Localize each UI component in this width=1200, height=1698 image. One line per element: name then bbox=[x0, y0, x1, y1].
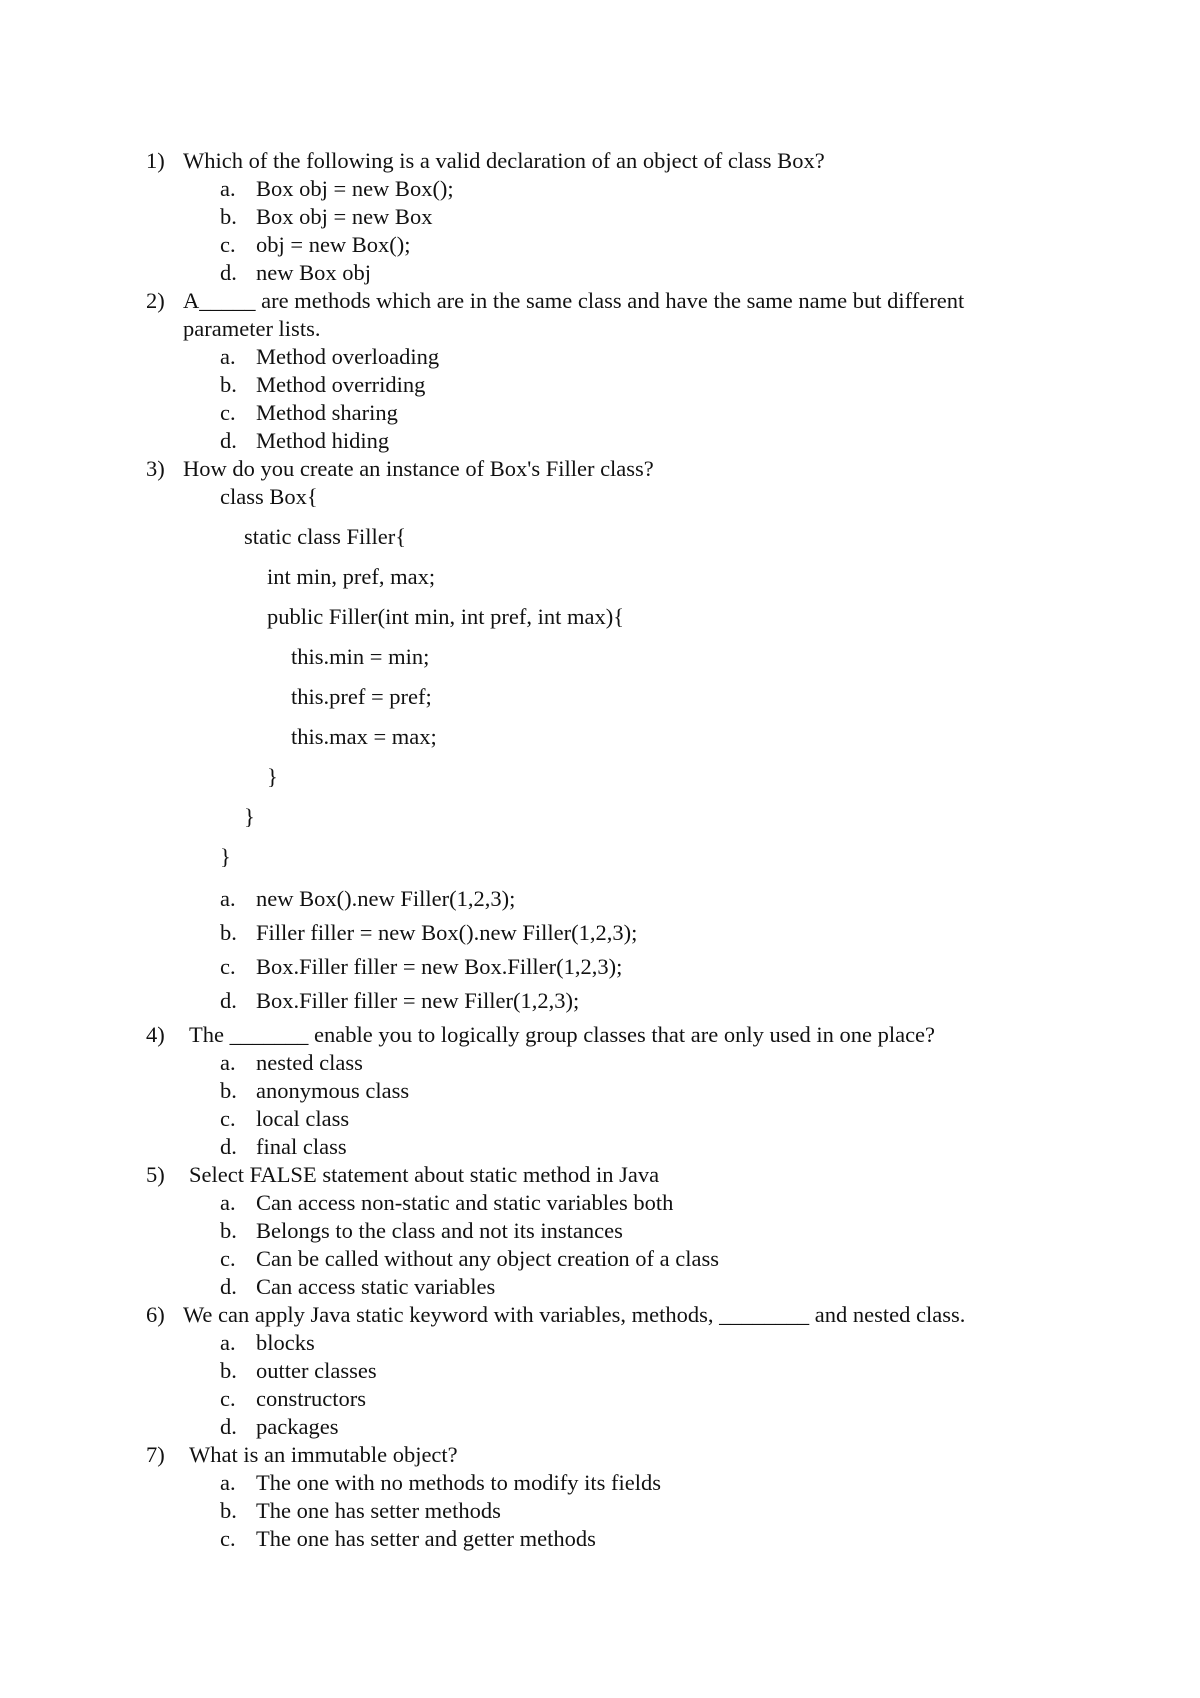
code-line: } bbox=[267, 764, 278, 789]
option-label: c. bbox=[220, 1386, 236, 1411]
option-text: outter classes bbox=[256, 1358, 377, 1383]
option-text: blocks bbox=[256, 1330, 315, 1355]
option-label: a. bbox=[220, 886, 236, 911]
option-text: Method hiding bbox=[256, 428, 390, 453]
option-text: Method overloading bbox=[256, 344, 440, 369]
question-number: 3) bbox=[146, 456, 165, 481]
option-text: Box obj = new Box bbox=[256, 204, 433, 229]
option-label: c. bbox=[220, 1526, 236, 1551]
code-line: } bbox=[220, 844, 231, 869]
option-text: Box.Filler filler = new Filler(1,2,3); bbox=[256, 988, 580, 1013]
question-number: 4) bbox=[146, 1022, 165, 1047]
option-label: d. bbox=[220, 1134, 237, 1159]
option-text: Method overriding bbox=[256, 372, 426, 397]
question-text: What is an immutable object? bbox=[189, 1442, 458, 1467]
option-label: c. bbox=[220, 232, 236, 257]
code-line: this.min = min; bbox=[291, 644, 430, 669]
option-label: b. bbox=[220, 372, 237, 397]
question-text: We can apply Java static keyword with variables, methods, ________ and nested class. bbox=[183, 1302, 966, 1327]
option-text: Belongs to the class and not its instances bbox=[256, 1218, 623, 1243]
question-text-continued: parameter lists. bbox=[183, 316, 321, 341]
option-label: d. bbox=[220, 1414, 237, 1439]
question-number: 7) bbox=[146, 1442, 165, 1467]
option-label: a. bbox=[220, 1050, 236, 1075]
option-label: a. bbox=[220, 176, 236, 201]
option-label: d. bbox=[220, 260, 237, 285]
option-text: Box.Filler filler = new Box.Filler(1,2,3); bbox=[256, 954, 623, 979]
option-text: The one with no methods to modify its fields bbox=[256, 1470, 661, 1495]
option-label: a. bbox=[220, 1330, 236, 1355]
option-text: Can access non-static and static variables both bbox=[256, 1190, 674, 1215]
option-text: local class bbox=[256, 1106, 350, 1131]
option-text: Can access static variables bbox=[256, 1274, 496, 1299]
code-line: class Box{ bbox=[220, 484, 318, 509]
code-line: int min, pref, max; bbox=[267, 564, 436, 589]
option-label: a. bbox=[220, 344, 236, 369]
option-text: obj = new Box(); bbox=[256, 232, 411, 257]
option-label: d. bbox=[220, 988, 237, 1013]
option-label: b. bbox=[220, 920, 237, 945]
option-text: Box obj = new Box(); bbox=[256, 176, 454, 201]
code-line: static class Filler{ bbox=[244, 524, 407, 549]
question-number: 5) bbox=[146, 1162, 165, 1187]
question-text: Select FALSE statement about static method in Java bbox=[189, 1162, 660, 1187]
option-label: b. bbox=[220, 1218, 237, 1243]
option-text: Can be called without any object creation of a class bbox=[256, 1246, 719, 1271]
option-text: Method sharing bbox=[256, 400, 398, 425]
option-label: c. bbox=[220, 1106, 236, 1131]
option-label: b. bbox=[220, 1078, 237, 1103]
option-label: d. bbox=[220, 1274, 237, 1299]
option-label: a. bbox=[220, 1470, 236, 1495]
option-label: a. bbox=[220, 1190, 236, 1215]
question-text: Which of the following is a valid declaration of an object of class Box? bbox=[183, 148, 825, 173]
option-label: d. bbox=[220, 428, 237, 453]
option-text: constructors bbox=[256, 1386, 366, 1411]
option-text: The one has setter and getter methods bbox=[256, 1526, 596, 1551]
option-label: b. bbox=[220, 204, 237, 229]
option-text: The one has setter methods bbox=[256, 1498, 501, 1523]
option-text: new Box obj bbox=[256, 260, 371, 285]
code-line: } bbox=[244, 804, 255, 829]
option-label: b. bbox=[220, 1498, 237, 1523]
question-text: A_____ are methods which are in the same class and have the same name but different bbox=[183, 288, 965, 313]
option-label: c. bbox=[220, 954, 236, 979]
option-label: c. bbox=[220, 400, 236, 425]
option-text: packages bbox=[256, 1414, 339, 1439]
option-text: new Box().new Filler(1,2,3); bbox=[256, 886, 516, 911]
code-line: this.max = max; bbox=[291, 724, 437, 749]
question-text: How do you create an instance of Box's Filler class? bbox=[183, 456, 654, 481]
code-line: this.pref = pref; bbox=[291, 684, 432, 709]
option-label: b. bbox=[220, 1358, 237, 1383]
question-number: 6) bbox=[146, 1302, 165, 1327]
question-number: 1) bbox=[146, 148, 165, 173]
option-text: final class bbox=[256, 1134, 347, 1159]
question-number: 2) bbox=[146, 288, 165, 313]
option-text: nested class bbox=[256, 1050, 363, 1075]
code-line: public Filler(int min, int pref, int max){ bbox=[267, 604, 624, 629]
question-text: The _______ enable you to logically group classes that are only used in one place? bbox=[189, 1022, 936, 1047]
option-label: c. bbox=[220, 1246, 236, 1271]
option-text: anonymous class bbox=[256, 1078, 410, 1103]
option-text: Filler filler = new Box().new Filler(1,2,3); bbox=[256, 920, 638, 945]
